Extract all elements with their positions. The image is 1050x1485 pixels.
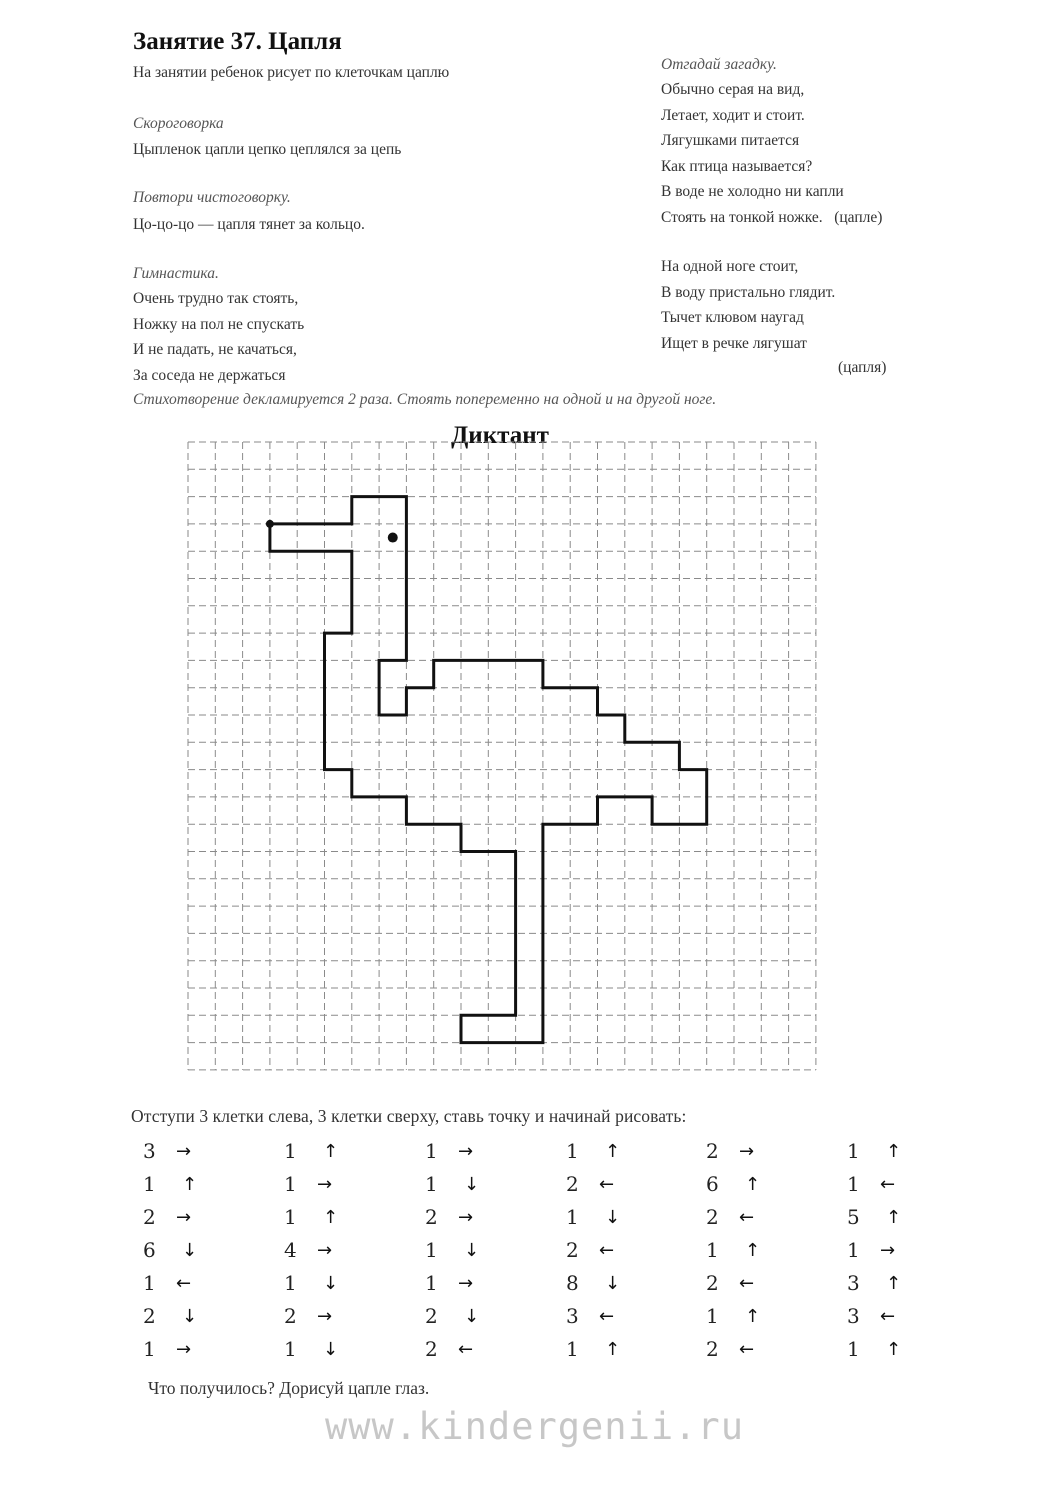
- step-count: 1: [284, 1139, 297, 1163]
- step-count: 2: [566, 1238, 579, 1262]
- arrow-right-icon: →: [880, 1240, 896, 1261]
- arrow-left-icon: ←: [599, 1174, 615, 1195]
- step-count: 2: [706, 1205, 719, 1229]
- arrow-right-icon: →: [458, 1207, 474, 1228]
- step-count: 1: [143, 1172, 156, 1196]
- arrow-right-icon: →: [458, 1273, 474, 1294]
- arrow-up-icon: ↑: [886, 1273, 902, 1294]
- step-count: 2: [706, 1271, 719, 1295]
- step-count: 2: [284, 1304, 297, 1328]
- step-count: 3: [143, 1139, 156, 1163]
- tongue-twister-heading: Скороговорка: [133, 115, 224, 132]
- arrow-left-icon: ←: [599, 1240, 615, 1261]
- arrow-down-icon: ↓: [464, 1240, 480, 1261]
- dictation-instruction: Отступи 3 клетки слева, 3 клетки сверху, ставь точку и начинай рисовать:: [131, 1106, 687, 1126]
- riddle-line: Летает, ходит и стоит.: [661, 106, 805, 124]
- step-count: 1: [425, 1271, 438, 1295]
- arrow-up-icon: ↑: [745, 1174, 761, 1195]
- watermark: www.kindergenii.ru: [325, 1405, 744, 1448]
- step-count: 1: [284, 1172, 297, 1196]
- step-count: 2: [566, 1172, 579, 1196]
- arrow-left-icon: ←: [458, 1339, 474, 1360]
- arrow-right-icon: →: [739, 1141, 755, 1162]
- arrow-down-icon: ↓: [605, 1273, 621, 1294]
- lesson-intro: На занятии ребенок рисует по клеточкам цаплю: [133, 64, 450, 81]
- poem-line: И не падать, не качаться,: [133, 341, 297, 358]
- dictation-title: Диктант: [451, 422, 549, 449]
- arrow-right-icon: →: [458, 1141, 474, 1162]
- step-count: 4: [284, 1238, 297, 1262]
- step-count: 2: [425, 1205, 438, 1229]
- riddle-heading: Отгадай загадку.: [661, 56, 777, 73]
- arrow-right-icon: →: [317, 1174, 333, 1195]
- step-count: 3: [847, 1304, 860, 1328]
- heron-eye: [388, 533, 398, 543]
- arrow-right-icon: →: [176, 1207, 192, 1228]
- tongue-twister-text: Цыпленок цапли цепко цеплялся за цепь: [133, 141, 402, 158]
- riddle-two-answer: (цапля): [838, 359, 887, 376]
- arrow-down-icon: ↓: [323, 1339, 339, 1360]
- step-count: 1: [847, 1238, 860, 1262]
- riddle-line: В воде не холодно ни капли: [661, 183, 844, 200]
- arrow-up-icon: ↑: [886, 1207, 902, 1228]
- arrow-left-icon: ←: [739, 1207, 755, 1228]
- arrow-down-icon: ↓: [182, 1240, 198, 1261]
- riddle-line: В воду пристально глядит.: [661, 283, 836, 301]
- arrow-down-icon: ↓: [464, 1306, 480, 1327]
- step-count: 2: [143, 1205, 156, 1229]
- arrow-right-icon: →: [317, 1306, 333, 1327]
- arrow-left-icon: ←: [739, 1273, 755, 1294]
- clean-talk-text: Цо-цо-цо — цапля тянет за кольцо.: [133, 216, 365, 233]
- step-count: 1: [566, 1139, 579, 1163]
- step-count: 8: [566, 1271, 579, 1295]
- arrow-right-icon: →: [317, 1240, 333, 1261]
- step-count: 1: [425, 1238, 438, 1262]
- riddle-line: Как птица называется?: [661, 157, 813, 175]
- arrow-up-icon: ↑: [605, 1339, 621, 1360]
- arrow-left-icon: ←: [739, 1339, 755, 1360]
- arrow-up-icon: ↑: [323, 1141, 339, 1162]
- arrow-up-icon: ↑: [745, 1306, 761, 1327]
- arrow-up-icon: ↑: [886, 1141, 902, 1162]
- step-count: 5: [847, 1205, 860, 1229]
- step-count: 1: [847, 1139, 860, 1163]
- step-count: 1: [143, 1271, 156, 1295]
- step-count: 1: [847, 1337, 860, 1361]
- step-count: 3: [566, 1304, 579, 1328]
- arrow-right-icon: →: [176, 1339, 192, 1360]
- poem-line: За соседа не держаться: [133, 366, 286, 384]
- riddle-line: На одной ноге стоит,: [661, 258, 799, 275]
- arrow-down-icon: ↓: [464, 1174, 480, 1195]
- final-task: Что получилось? Дорисуй цапле глаз.: [148, 1378, 430, 1398]
- arrow-left-icon: ←: [880, 1306, 896, 1327]
- arrow-up-icon: ↑: [745, 1240, 761, 1261]
- riddle-line: Ищет в речке лягушат: [661, 334, 807, 352]
- step-count: 6: [706, 1172, 719, 1196]
- arrow-left-icon: ←: [880, 1174, 896, 1195]
- riddle-line: Тычет клювом наугад: [661, 309, 804, 326]
- step-count: 1: [706, 1238, 719, 1262]
- step-count: 1: [284, 1337, 297, 1361]
- arrow-left-icon: ←: [176, 1273, 192, 1294]
- arrow-up-icon: ↑: [605, 1141, 621, 1162]
- step-count: 1: [143, 1337, 156, 1361]
- step-count: 1: [706, 1304, 719, 1328]
- step-count: 1: [425, 1172, 438, 1196]
- arrow-down-icon: ↓: [323, 1273, 339, 1294]
- declamation-note: Стихотворение декламируется 2 раза. Стоять попеременно на одной и на другой ноге.: [133, 391, 717, 408]
- step-count: 2: [425, 1337, 438, 1361]
- arrow-up-icon: ↑: [323, 1207, 339, 1228]
- riddle-line: Лягушками питается: [661, 132, 800, 149]
- gymnastics-heading: Гимнастика.: [133, 265, 219, 282]
- step-count: 1: [847, 1172, 860, 1196]
- step-count: 2: [706, 1139, 719, 1163]
- step-count: 1: [566, 1205, 579, 1229]
- step-count: 1: [284, 1205, 297, 1229]
- step-count: 1: [425, 1139, 438, 1163]
- arrow-right-icon: →: [176, 1141, 192, 1162]
- riddle-line: Обычно серая на вид,: [661, 81, 805, 98]
- riddle-line: Стоять на тонкой ножке. (цапле): [661, 208, 883, 226]
- step-count: 2: [425, 1304, 438, 1328]
- step-count: 1: [566, 1337, 579, 1361]
- arrow-down-icon: ↓: [182, 1306, 198, 1327]
- step-count: 6: [143, 1238, 156, 1262]
- step-count: 2: [143, 1304, 156, 1328]
- arrow-up-icon: ↑: [886, 1339, 902, 1360]
- poem-line: Очень трудно так стоять,: [133, 290, 299, 307]
- clean-talk-heading: Повтори чистоговорку.: [133, 189, 291, 206]
- poem-line: Ножку на пол не спускать: [133, 315, 305, 333]
- arrow-down-icon: ↓: [605, 1207, 621, 1228]
- step-count: 2: [706, 1337, 719, 1361]
- lesson-title: Занятие 37. Цапля: [133, 28, 342, 55]
- step-count: 3: [847, 1271, 860, 1295]
- arrow-up-icon: ↑: [182, 1174, 198, 1195]
- arrow-left-icon: ←: [599, 1306, 615, 1327]
- start-dot: [266, 520, 274, 528]
- step-count: 1: [284, 1271, 297, 1295]
